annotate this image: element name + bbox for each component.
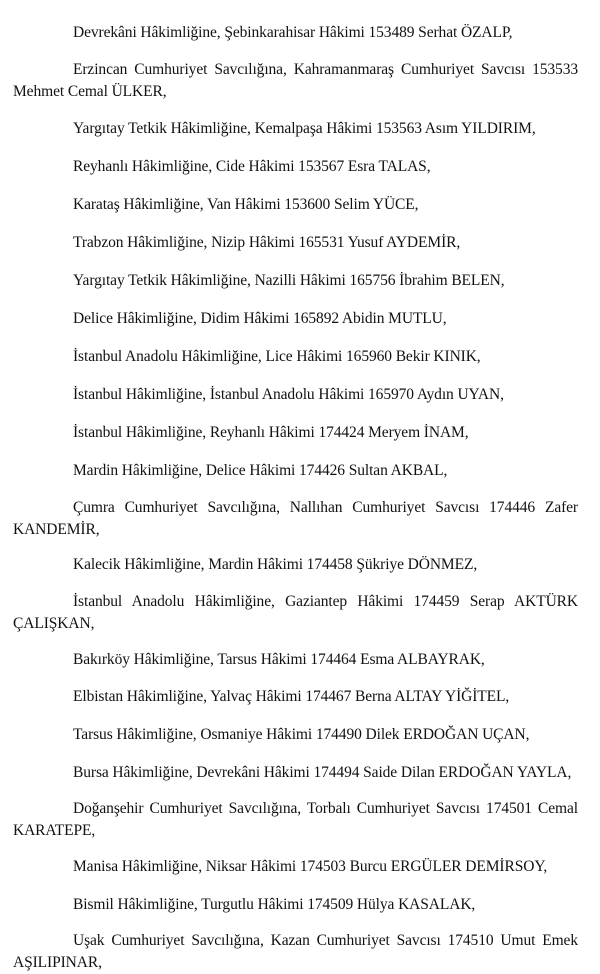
appointment-entry: Delice Hâkimliğine, Didim Hâkimi 165892 Abidin MUTLU, <box>73 309 447 327</box>
appointment-entry: Mardin Hâkimliğine, Delice Hâkimi 174426 Sultan AKBAL, <box>73 461 448 479</box>
appointment-entry: İstanbul Anadolu Hâkimliğine, Lice Hâkimi 165960 Bekir KINIK, <box>73 347 481 365</box>
appointment-entry: Uşak Cumhuriyet Savcılığına, Kazan Cumhuriyet Savcısı 174510 Umut Emek AŞILIPINAR, <box>13 931 578 971</box>
appointment-entry: İstanbul Hâkimliğine, İstanbul Anadolu Hâkimi 165970 Aydın UYAN, <box>73 385 504 403</box>
appointment-entry: Devrekâni Hâkimliğine, Şebinkarahisar Hâkimi 153489 Serhat ÖZALP, <box>73 23 513 41</box>
appointment-entry: Tarsus Hâkimliğine, Osmaniye Hâkimi 174490 Dilek ERDOĞAN UÇAN, <box>73 725 530 743</box>
appointment-entry: İstanbul Hâkimliğine, Reyhanlı Hâkimi 174424 Meryem İNAM, <box>73 423 469 441</box>
appointment-entry: Bismil Hâkimliğine, Turgutlu Hâkimi 174509 Hülya KASALAK, <box>73 895 476 913</box>
appointment-entry: İstanbul Anadolu Hâkimliğine, Gaziantep Hâkimi 174459 Serap AKTÜRK ÇALIŞKAN, <box>13 592 578 632</box>
appointment-entry: Reyhanlı Hâkimliğine, Cide Hâkimi 153567 Esra TALAS, <box>73 157 431 175</box>
appointment-entry: Bursa Hâkimliğine, Devrekâni Hâkimi 174494 Saide Dilan ERDOĞAN YAYLA, <box>73 763 572 781</box>
appointment-entry: Kalecik Hâkimliğine, Mardin Hâkimi 174458 Şükriye DÖNMEZ, <box>73 555 478 573</box>
appointment-entry: Doğanşehir Cumhuriyet Savcılığına, Torbalı Cumhuriyet Savcısı 174501 Cemal KARATEPE, <box>13 799 578 839</box>
appointment-entry: Karataş Hâkimliğine, Van Hâkimi 153600 Selim YÜCE, <box>73 195 419 213</box>
appointment-entry: Yargıtay Tetkik Hâkimliğine, Nazilli Hâkimi 165756 İbrahim BELEN, <box>73 271 505 289</box>
appointment-entry: Trabzon Hâkimliğine, Nizip Hâkimi 165531 Yusuf AYDEMİR, <box>73 233 461 251</box>
appointment-entry: Erzincan Cumhuriyet Savcılığına, Kahramanmaraş Cumhuriyet Savcısı 153533 Mehmet Cemal ÜLKER, <box>13 60 578 100</box>
appointment-entry: Yargıtay Tetkik Hâkimliğine, Kemalpaşa Hâkimi 153563 Asım YILDIRIM, <box>73 119 536 137</box>
appointment-entry: Bakırköy Hâkimliğine, Tarsus Hâkimi 174464 Esma ALBAYRAK, <box>73 650 485 668</box>
appointment-entry: Çumra Cumhuriyet Savcılığına, Nallıhan Cumhuriyet Savcısı 174446 Zafer KANDEMİR, <box>13 498 578 538</box>
appointment-entry: Elbistan Hâkimliğine, Yalvaç Hâkimi 174467 Berna ALTAY YİĞİTEL, <box>73 687 510 705</box>
appointment-entry: Manisa Hâkimliğine, Niksar Hâkimi 174503 Burcu ERGÜLER DEMİRSOY, <box>73 857 548 875</box>
